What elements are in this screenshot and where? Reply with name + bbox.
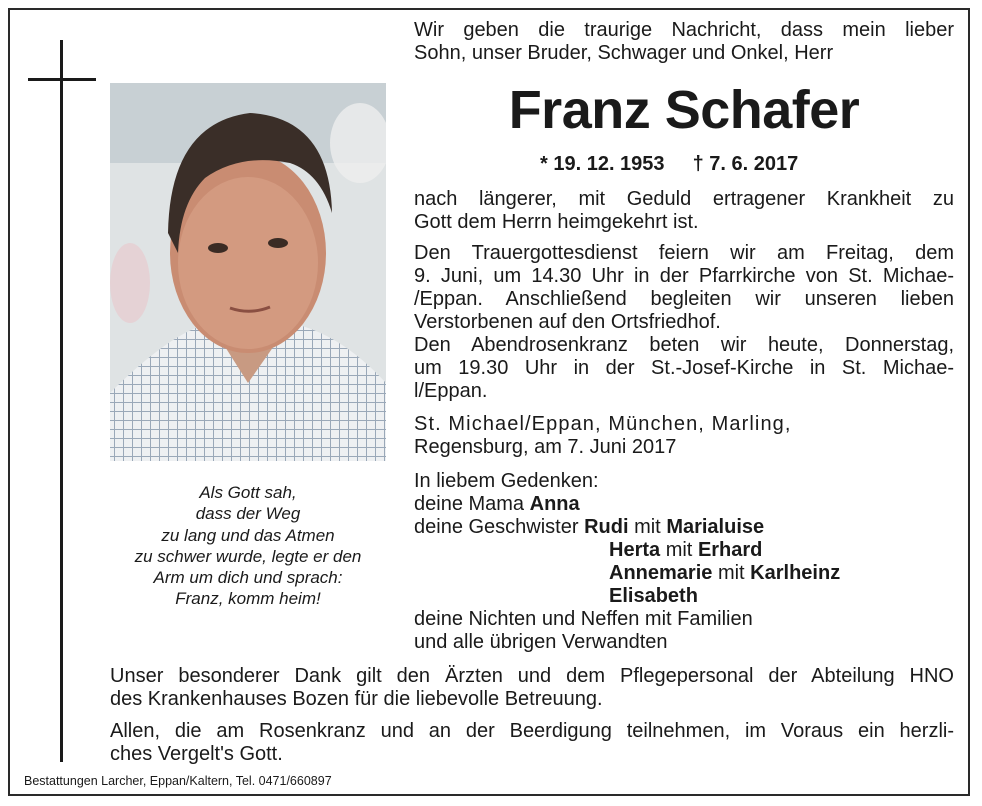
poem-line: Als Gott sah, [199,483,297,502]
cross-icon-bar [28,78,96,81]
mother-prefix: deine Mama [414,493,530,515]
siblings-prefix: deine Geschwister [414,516,585,538]
poem-line: zu schwer wurde, legte er den [134,546,362,566]
with-word: mit [717,562,745,584]
closing-line: ches Vergelt's Gott. [110,743,283,765]
siblings-line [609,585,698,608]
sibling-name: Annemarie [609,562,713,584]
cross-icon [60,40,63,762]
intro-line: Wir geben die traurige Nachricht, dass mein lieber [414,19,954,41]
sibling-name: Rudi [584,516,629,538]
siblings-line [609,539,762,562]
with-word: mit [634,516,661,538]
illness-line: nach längerer, mit Geduld ertragener Krankheit zu [414,188,954,210]
poem-line: dass der Weg [195,504,301,524]
place-line: St. Michael/Eppan, München, Marling, [414,413,792,435]
service-line: um 19.30 Uhr in der St.-Josef-Kirche in St. Michae- [414,357,954,379]
portrait-image [110,83,386,461]
place-line: Regensburg, am 7. Juni 2017 [414,436,677,458]
nieces-line: deine Nichten und Neffen mit Familien [414,608,753,630]
thanks-line: Unser besonderer Dank gilt den Ärzten und dem Pflegepersonal der Abteilung HNO [110,665,954,687]
poem-line: Franz, komm heim! [175,589,321,609]
service-line: 9. Juni, um 14.30 Uhr in der Pfarrkirche von St. Michae- [414,265,954,287]
sibling-partner: Karlheinz [750,562,841,584]
service-line: /Eppan. Anschließend begleiten wir unseren lieben [414,288,954,310]
mother-name: Anna [529,493,580,515]
memory-heading: In liebem Gedenken: [414,470,599,492]
portrait-photo [110,83,386,461]
sibling-name: Herta [609,539,661,561]
service-line: Den Abendrosenkranz beten wir heute, Donnerstag, [414,334,954,356]
siblings-line [414,516,764,539]
sibling-partner: Marialuise [666,516,765,538]
with-word: mit [665,539,693,561]
poem [110,482,386,610]
closing-line: Allen, die am Rosenkranz und an der Beerdigung teilnehmen, im Voraus ein herzli- [110,720,954,742]
service-line: Verstorbenen auf den Ortsfriedhof. [414,311,721,333]
service-line: l/Eppan. [414,380,488,402]
birth-date: * 19. 12. 1953 [540,153,665,175]
life-dates [540,153,826,176]
mother-line [414,493,580,516]
poem-line: zu lang und das Atmen [161,525,335,545]
deceased-name: Franz Schafer [508,80,860,140]
sibling-partner: Erhard [697,539,763,561]
siblings-line [609,562,840,585]
relatives-line: und alle übrigen Verwandten [414,631,668,653]
death-date: † 7. 6. 2017 [692,153,799,175]
illness-line: Gott dem Herrn heimgekehrt ist. [414,211,699,233]
sibling-name: Elisabeth [609,585,698,607]
thanks-line: des Krankenhauses Bozen für die liebevolle Betreuung. [110,688,603,710]
poem-line: Arm um dich und sprach: [153,568,343,588]
service-line: Den Trauergottesdienst feiern wir am Freitag, dem [414,242,954,264]
intro-line: Sohn, unser Bruder, Schwager und Onkel, Herr [414,42,834,64]
funeral-home-footer: Bestattungen Larcher, Eppan/Kaltern, Tel. 0471/660897 [24,774,332,788]
